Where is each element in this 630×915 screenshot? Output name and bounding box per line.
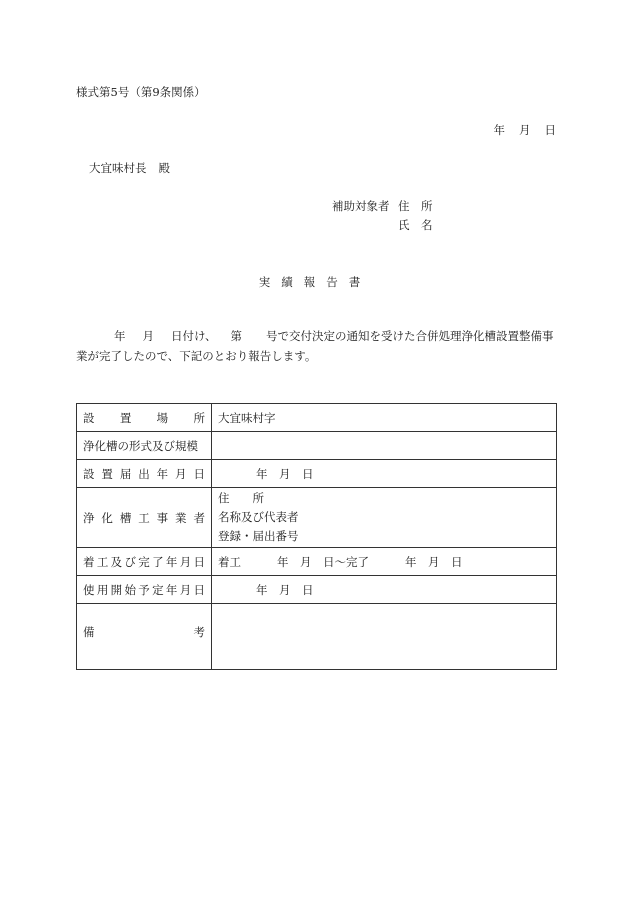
table-row bbox=[77, 604, 557, 670]
row-value bbox=[212, 488, 557, 548]
addressee bbox=[89, 160, 170, 176]
form-number: 様式第5号（第9条関係） bbox=[76, 85, 206, 99]
date-day: 日 bbox=[544, 123, 556, 137]
report-statement bbox=[76, 326, 558, 366]
stmt-day: 日付け、 bbox=[171, 329, 217, 343]
applicant-role: 補助対象者 bbox=[332, 199, 390, 213]
stmt-text: 号で交付決定の通知を受けた合併処理浄化槽設置整備事業が完了したので、下記のとおり報告します。 bbox=[76, 329, 554, 363]
date-line bbox=[480, 122, 557, 138]
addressee-name: 大宜味村長 bbox=[89, 161, 147, 175]
row-value bbox=[212, 604, 557, 670]
table-row bbox=[77, 576, 557, 604]
row-value: 年 月 日 bbox=[212, 576, 557, 604]
table-row bbox=[77, 488, 557, 548]
row-value: 年 月 日 bbox=[212, 460, 557, 488]
row-label: 浄化槽の形式及び規模 bbox=[77, 432, 212, 460]
row-value: 大宜味村字 bbox=[212, 404, 557, 432]
date-month: 月 bbox=[519, 123, 531, 137]
row-label: 浄 化 槽 工 事 業 者 bbox=[77, 488, 212, 548]
row-label: 設 置 場 所 bbox=[77, 404, 212, 432]
applicant-address-label: 住 所 bbox=[398, 199, 433, 213]
date-year: 年 bbox=[493, 123, 505, 137]
stmt-year: 年 bbox=[114, 329, 126, 343]
row-label: 設 置 届 出 年 月 日 bbox=[77, 460, 212, 488]
row-value: 着工 年 月 日〜完了 年 月 日 bbox=[212, 548, 557, 576]
contractor-address-label: 住 所 bbox=[218, 491, 264, 505]
row-label: 備 考 bbox=[77, 604, 212, 670]
table-row bbox=[77, 460, 557, 488]
row-value bbox=[212, 432, 557, 460]
row-label: 使 用 開 始 予 定 年 月 日 bbox=[77, 576, 212, 604]
table-row bbox=[77, 432, 557, 460]
applicant-name-label: 氏 名 bbox=[398, 218, 433, 232]
table-row bbox=[77, 548, 557, 576]
contractor-registration-label: 登録・届出番号 bbox=[218, 529, 299, 543]
applicant-block bbox=[332, 197, 433, 235]
table-row bbox=[77, 404, 557, 432]
report-table bbox=[76, 403, 557, 670]
stmt-month: 月 bbox=[142, 329, 154, 343]
document-title: 実績報告書 bbox=[258, 275, 372, 289]
stmt-no: 第 bbox=[230, 329, 243, 343]
row-label: 着 工 及 び 完 了 年 月 日 bbox=[77, 548, 212, 576]
addressee-honorific: 殿 bbox=[158, 161, 170, 175]
contractor-name-label: 名称及び代表者 bbox=[218, 510, 299, 524]
